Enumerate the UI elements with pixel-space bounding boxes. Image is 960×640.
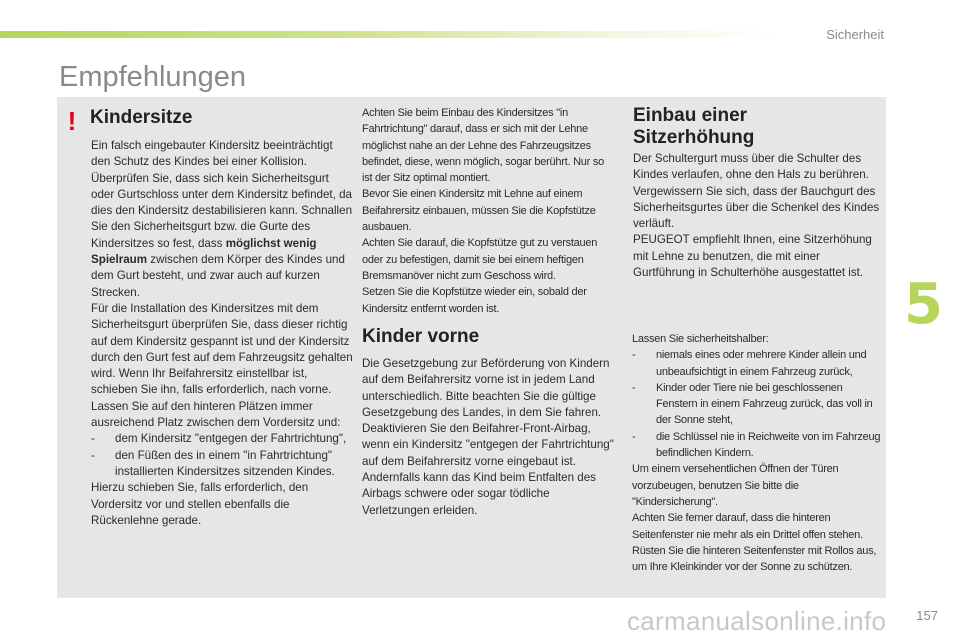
heading-kindersitze: Kindersitze bbox=[90, 107, 193, 128]
heading-kinder-vorne: Kinder vorne bbox=[362, 326, 480, 347]
kopfstuetze-paragraph-2: Bevor Sie einen Kindersitz mit Lehne auf einem Beifahrersitz einbauen, müssen Sie die Kopfstütze ausbauen. bbox=[362, 188, 596, 234]
sitzerhoehung-paragraph-2: PEUGEOT empfiehlt Ihnen, eine Sitzerhöhung mit Lehne zu benutzen, die mit einer Gurtführung in Schulterhöhe ausgestattet ist. bbox=[633, 233, 872, 280]
top-accent-bar bbox=[0, 31, 780, 38]
list-item: - den Füßen des in einem "in Fahrtrichtung" installierten Kindersitzes sitzenden Kindes. bbox=[91, 448, 335, 478]
chapter-number: 5 bbox=[904, 272, 943, 337]
page-number: 157 bbox=[916, 608, 938, 623]
list-item: - die Schlüssel nie in Reichweite von im Fahrzeug befindlichen Kindern. bbox=[632, 430, 881, 460]
section-label: Sicherheit bbox=[826, 27, 884, 42]
kinder-vorne-paragraph-1: Die Gesetzgebung zur Beförderung von Kindern auf dem Beifahrersitz vorne ist in jedem Land unterschiedlich. Bitte beachten Sie die gültige Gesetzgebung des Landes, in dem Sie fahren. bbox=[362, 357, 610, 419]
kopfstuetze-paragraph-1: Achten Sie beim Einbau des Kindersitzes "in Fahrtrichtung" darauf, dass er sich mit der Lehne möglichst nahe an der Lehne des Fahrzeugsitzes befindet, diese, wenn möglich, sogar berührt. Nur so ist der Sitz optimal montiert. bbox=[362, 107, 604, 185]
list-item: - Kinder oder Tiere nie bei geschlossenen Fenstern in einem Fahrzeug zurück, das voll in der Sonne steht, bbox=[632, 381, 873, 427]
sitzerhoehung-paragraph-1: Der Schultergurt muss über die Schulter des Kindes verlaufen, ohne den Hals zu berühren. Vergewissern Sie sich, dass der Bauchgurt des Sicherheitsgurtes über die Schenkel des Kindes verläuft. bbox=[633, 152, 880, 231]
kopfstuetze-body bbox=[362, 105, 612, 317]
watermark-text: carmanualsonline.info bbox=[627, 606, 887, 636]
sitzerhoehung-body bbox=[633, 151, 881, 281]
kinder-vorne-body bbox=[362, 356, 616, 519]
kindersitze-paragraph-3: Lassen Sie auf den hinteren Plätzen immer ausreichend Platz zwischen dem Vordersitz und: bbox=[91, 399, 341, 430]
kindersitze-body bbox=[91, 138, 353, 529]
sicherheitshalber-paragraph-2: Um einem versehentlichen Öffnen der Türen vorzubeugen, benutzen Sie bitte die "Kindersicherung". bbox=[632, 463, 839, 508]
sicherheitshalber-intro: Lassen Sie sicherheitshalber: bbox=[632, 333, 769, 345]
kopfstuetze-paragraph-3: Achten Sie darauf, die Kopfstütze gut zu verstauen oder zu befestigen, damit sie bei einem heftigen Bremsmanöver nicht zum Geschoss wird. bbox=[362, 237, 598, 282]
heading-sitzerhoehung: Einbau einer Sitzerhöhung bbox=[633, 105, 755, 148]
kindersitze-paragraph-1: Ein falsch eingebauter Kindersitz beeinträchtigt den Schutz des Kindes bei einer Kollision. Überprüfen Sie, dass sich kein Sicherheitsgurt oder Gurtschloss unter dem Kindersitz befindet, da dies den Kindersitz destabilisieren kann. Schnallen Sie den Sicherheitsgurt bzw. die Gurte des Kindersitzes so fest, dass möglichst wenig Spielraum zwischen dem Körper des Kindes und dem Gurt besteht, und zwar auch auf kurzen Strecken. bbox=[91, 139, 353, 299]
sicherheitshalber-paragraph-4: Rüsten Sie die hinteren Seitenfenster mit Rollos aus, um Ihre Kleinkinder vor der Sonne zu schützen. bbox=[632, 544, 877, 574]
kinder-vorne-paragraph-2: Deaktivieren Sie den Beifahrer-Front-Airbag, wenn ein Kindersitz "entgegen der Fahrtrichtung" auf dem Beifahrersitz vorne eingebaut ist. Andernfalls kann das Kind beim Entfalten des Airbags schwere oder sogar tödliche Verletzungen erleiden. bbox=[362, 422, 614, 517]
warning-exclamation-icon: ! bbox=[67, 106, 77, 136]
list-item: - dem Kindersitz "entgegen der Fahrtrichtung", bbox=[91, 432, 347, 446]
kindersitze-paragraph-4: Hierzu schieben Sie, falls erforderlich, den Vordersitz vor und stellen ebenfalls die Rückenlehne gerade. bbox=[91, 481, 309, 527]
sicherheitshalber-paragraph-3: Achten Sie ferner darauf, dass die hinteren Seitenfenster nie mehr als ein Drittel offen stehen. bbox=[632, 512, 863, 541]
emphasis-text: möglichst wenig Spielraum bbox=[91, 236, 317, 267]
page-title: Empfehlungen bbox=[59, 61, 247, 93]
kopfstuetze-paragraph-4: Setzen Sie die Kopfstütze wieder ein, sobald der Kindersitz entfernt worden ist. bbox=[362, 286, 587, 315]
kindersitze-paragraph-2: Für die Installation des Kindersitzes mit dem Sicherheitsgurt überprüfen Sie, dass dieser richtig auf dem Kindersitz gespannt ist und der Kindersitz durch den Gurt fest auf dem Fahrzeugsitz gehalten wird. Wenn Ihr Beifahrersitz einstellbar ist, schieben Sie ihn, falls erforderlich, nach vorne. bbox=[91, 301, 353, 397]
list-item: - niemals eines oder mehrere Kinder allein und unbeaufsichtigt in einem Fahrzeug zurück, bbox=[632, 349, 867, 378]
sicherheitshalber-body bbox=[632, 331, 884, 575]
